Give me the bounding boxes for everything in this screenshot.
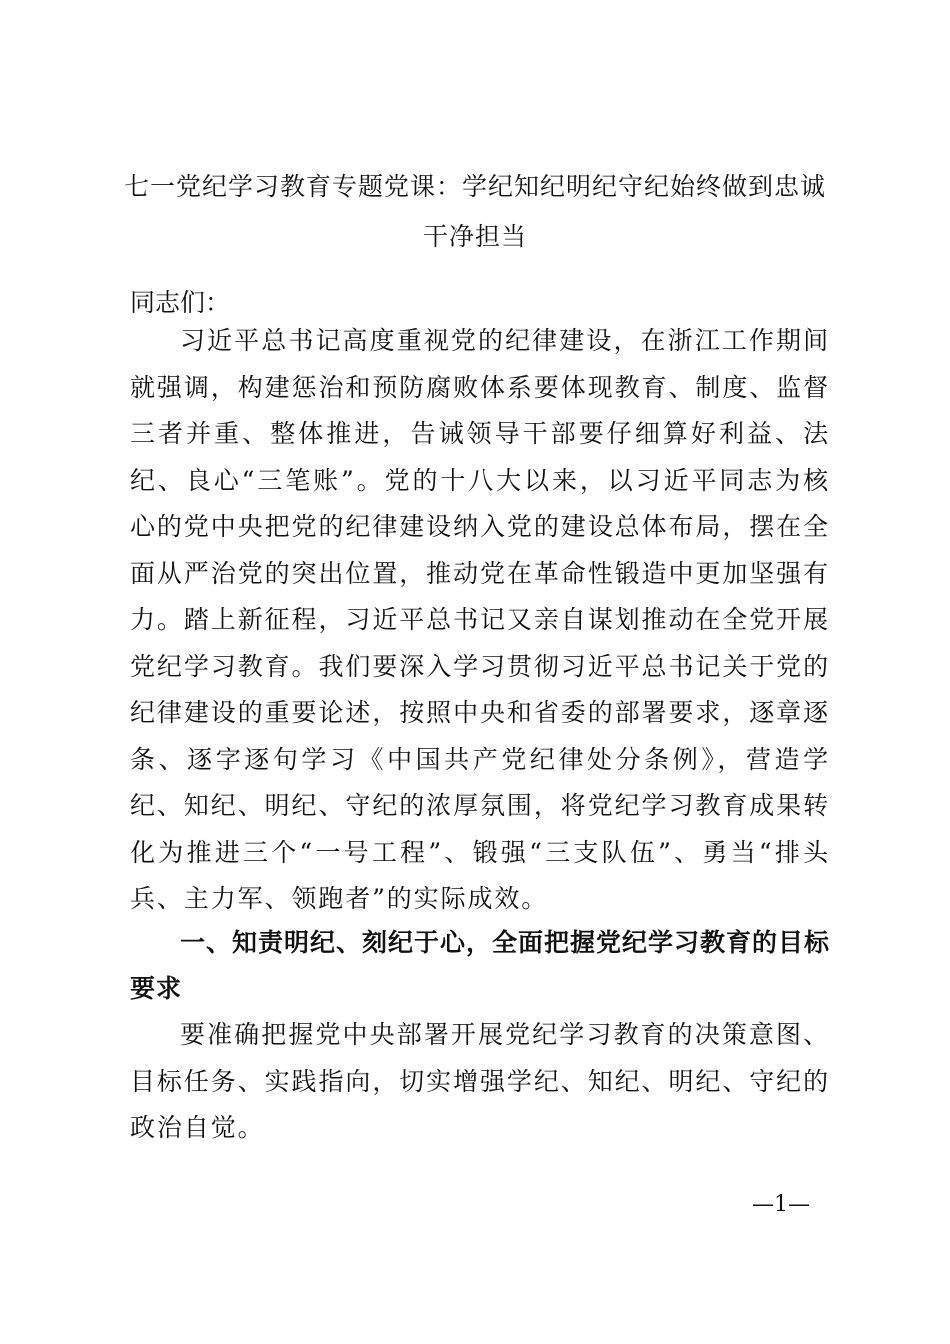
page-number: —1— xyxy=(752,1192,810,1217)
document-title: 七一党纪学习教育专题党课：学纪知纪明纪守纪始终做到忠诚干净担当 xyxy=(123,172,826,251)
section-heading-1: 一、知责明纪、刻纪于心，全面把握党纪学习教育的目标要求 xyxy=(130,928,831,1003)
salutation: 同志们： xyxy=(130,288,231,317)
body-paragraph-2: 要准确把握党中央部署开展党纪学习教育的决策意图、目标任务、实践指向，切实增强学纪、知纪、明纪、守纪的政治自觉。 xyxy=(130,1020,830,1142)
body-paragraph-1: 习近平总书记高度重视党的纪律建设，在浙江工作期间就强调，构建惩治和预防腐败体系要体现教育、制度、监督三者并重、整体推进，告诫领导干部要仔细算好利益、法纪、良心“三笔账”。党的十八大以来，以习近平同志为核心的党中央把党的纪律建设纳入党的建设总体布局，摆在全面从严治党的突出位置，推动党在革命性锻造中更加坚强有力。踏上新征程，习近平总书记又亲自谋划推动在全党开展党纪学习教育。我们要深入学习贯彻习近平总书记关于党的纪律建设的重要论述，按照中央和省委的部署要求，逐章逐条、逐字逐句学习《中国共产党纪律处分条例》，营造学纪、知纪、明纪、守纪的浓厚氛围，将党纪学习教育成果转化为推进三个“一号工程”、锻强“三支队伍”、勇当“排头兵、主力军、领跑者”的实际成效。 xyxy=(130,326,830,913)
